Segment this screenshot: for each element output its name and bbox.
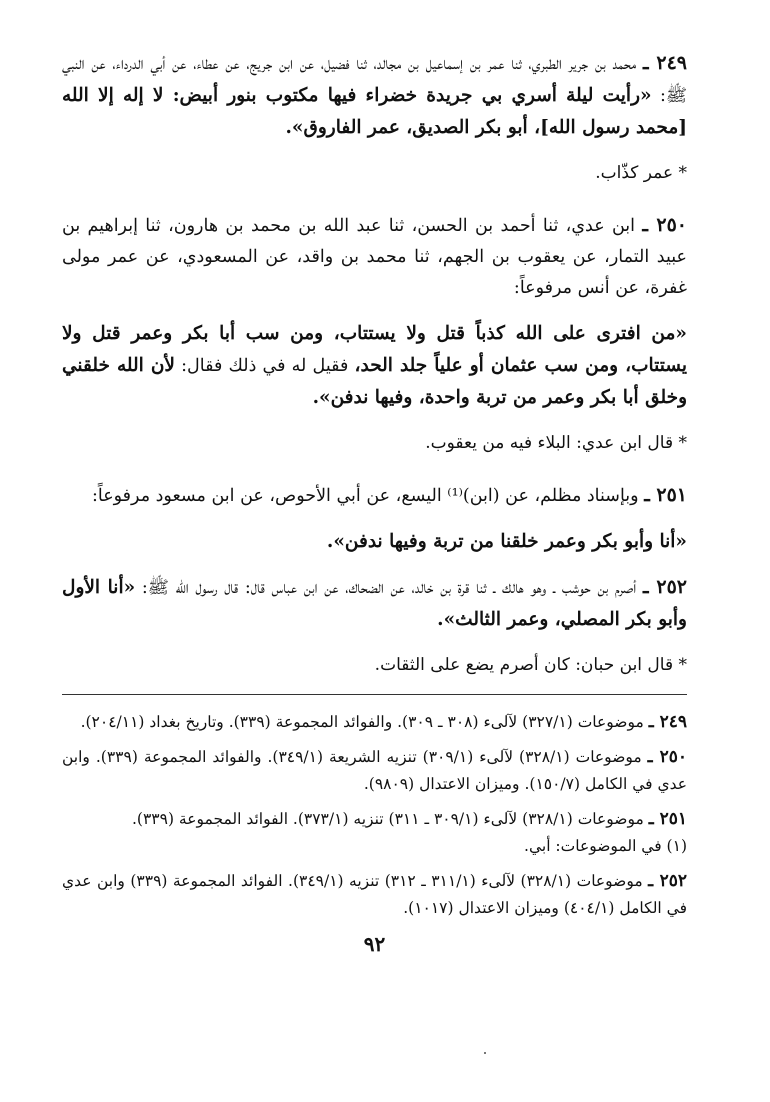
- hadith-text-continued: لأن الله خلقني وخلق أبا بكر وعمر من تربة واحدة، وفيها ندفن».: [62, 355, 687, 408]
- footnote-number: ٢٥٢ ـ: [648, 871, 687, 891]
- footnote-text: موضوعات (٣٢٨/١) لآلىء (٣١١/١ ـ ٣١٢) تنزيه (٣٤٩/١). الفوائد المجموعة (٣٣٩) وابن عدي في الكامل (٤٠٤/١) وميزان الاعتدال (١٠١٧).: [62, 872, 687, 917]
- isnad-text: محمد بن جرير الطبري، ثنا عمر بن إسماعيل بن مجالد، ثنا فضيل، عن ابن جريج، عن عطاء، عن أبي الدرداء، عن النبي ﷺ:: [62, 54, 687, 106]
- hadith-text: «رأيت ليلة أسري بي جريدة خضراء فيها مكتوب بنور أبيض: لا إله إلا الله [محمد رسول الله]، أبو بكر الصديق، عمر الفاروق».: [62, 85, 687, 138]
- entry-number: ٢٤٩ ـ: [642, 52, 687, 74]
- isnad-text: ابن عدي، ثنا أحمد بن الحسن، ثنا عبد الله بن محمد بن هارون، ثنا إبراهيم بن عبيد التمار، عن يعقوب بن الجهم، ثنا محمد بن واقد، عن المسعودي، عن عمر مولى غفرة، عن أنس مرفوعاً:: [62, 216, 687, 298]
- footnote-sub-note: (١) في الموضوعات: أبي.: [524, 837, 687, 855]
- hadith-text: «أنا الأول وأبو بكر المصلي، وعمر الثالث».: [62, 577, 687, 630]
- hadith-text: «أنا وأبو بكر وعمر خلقنا من تربة وفيها ندفن».: [326, 531, 687, 552]
- entry-number: ٢٥١ ـ: [644, 484, 687, 506]
- isnad-text: أصرم بن حوشب ـ وهو هالك ـ ثنا قرة بن خالد، عن الضحاك، عن ابن عباس قال: قال رسول الله ﷺ:: [141, 578, 637, 598]
- isnad-text: وبإسناد مظلم، عن (ابن)⁽¹⁾ اليسع، عن أبي الأحوص، عن ابن مسعود مرفوعاً:: [91, 486, 639, 506]
- hadith-paragraph: [62, 526, 687, 558]
- hadith-text: «من افترى على الله كذباً قتل ولا يستتاب، ومن سب أبا بكر وعمر قتل ولا يستتاب، ومن سب عثمان أو علياً جلد الحد،: [62, 323, 687, 376]
- commentary-note: * قال ابن حبان: كان أصرم يضع على الثقات.: [374, 655, 687, 675]
- footnote-249: [62, 709, 687, 736]
- entry-251: [62, 480, 687, 512]
- entry-number: ٢٥٠ ـ: [642, 214, 687, 236]
- footnote-251: [62, 806, 687, 833]
- hadith-paragraph: [62, 318, 687, 414]
- commentary-note: * عمر كذّاب.: [595, 163, 687, 183]
- entry-250: [62, 210, 687, 304]
- document-page: [62, 48, 687, 956]
- footnote-250: [62, 744, 687, 798]
- page-number: ٩٢: [363, 932, 386, 956]
- footnote-252: [62, 868, 687, 922]
- footnote-number: ٢٤٩ ـ: [648, 712, 687, 732]
- entry-number: ٢٥٢ ـ: [643, 576, 687, 598]
- commentary-note: * قال ابن عدي: البلاء فيه من يعقوب.: [425, 433, 687, 453]
- narration-text: فقيل له في ذلك فقال:: [174, 356, 349, 376]
- entry-249: [62, 48, 687, 144]
- footnote-number: ٢٥٠ ـ: [647, 747, 688, 767]
- footnote-text: موضوعات (٣٢٨/١) لآلىء (٣٠٩/١ ـ ٣١١) تنزيه (٣٧٣/١). الفوائد المجموعة (٣٣٩).: [131, 810, 644, 828]
- footnote-text: موضوعات (٣٢٨/١) لآلىء (٣٠٩/١) تنزيه الشريعة (٣٤٩/١). والفوائد المجموعة (٣٣٩). وابن عدي في الكامل (١٥٠/٧). وميزان الاعتدال (٩٨٠٩).: [62, 748, 687, 793]
- footnote-divider: [62, 694, 687, 695]
- entry-252: [62, 572, 687, 636]
- scan-speck: [484, 1052, 486, 1054]
- footnote-number: ٢٥١ ـ: [648, 809, 687, 829]
- footnote-text: موضوعات (٣٢٧/١) لآلىء (٣٠٨ ـ ٣٠٩). والفوائد المجموعة (٣٣٩). وتاريخ بغداد (٢٠٤/١١).: [80, 713, 644, 731]
